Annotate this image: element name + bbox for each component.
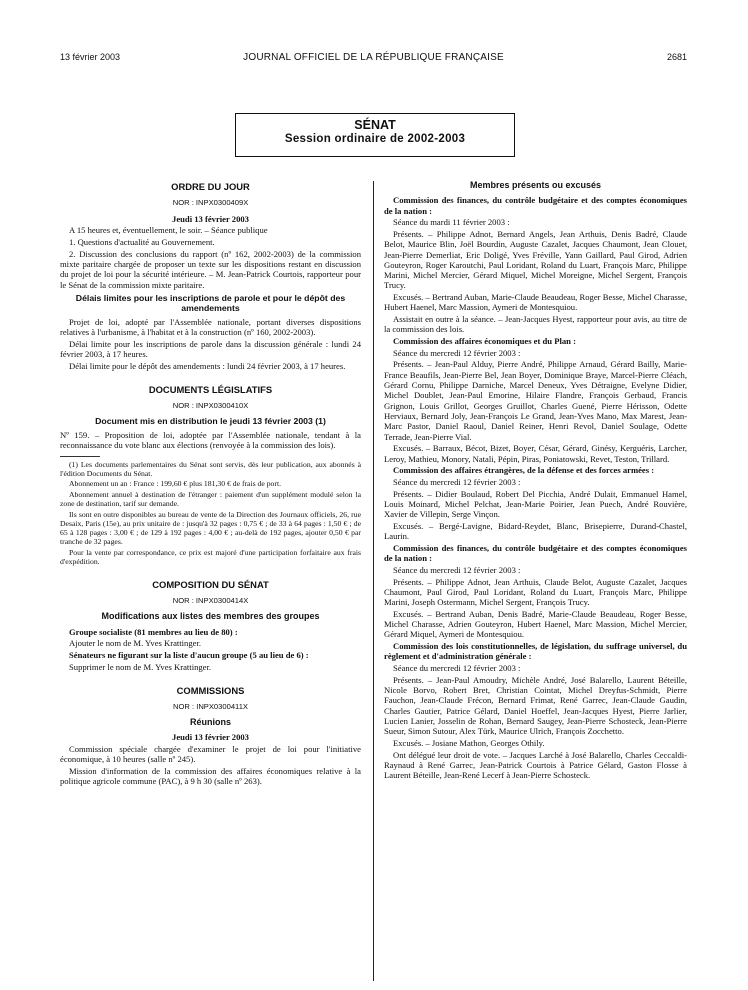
session-subtitle: Session ordinaire de 2002-2003 [284, 133, 466, 145]
composition-title: COMPOSITION DU SÉNAT [152, 578, 269, 590]
reunion-para: Commission spéciale chargée d'examiner le projet de loi pour l'initiative économique, à 10 heures (salle nº 245). [60, 744, 361, 765]
delais-para: Délai limite pour les inscriptions de parole dans la discussion générale : lundi 24 février 2003, à 17 heures. [60, 338, 361, 360]
right-column [384, 178, 687, 782]
member-line: Présents. – Philippe Adnot, Bernard Angels, Jean Arthuis, Denis Badré, Claude Belot, Maurice Blin, Joël Bourdin, Auguste Cazalet, Jacques Chaumont, Jean Clouet, Jean-Pierre Demerliat, Eric Doligé, Yves Fréville, Yann Gaillard, Paul Girod, Adrien Gouteyron, Roger Karoutchi, Paul Loridant, Roland du Luart, François Marc, Philippe Marini, Michel Mercier, Gérard Miquel, Michel Moreigne, Michel Sergent, François Trucy. [384, 228, 687, 291]
member-line: Excusés. – Barraux, Bécot, Bizet, Boyer, César, Gérard, Ginésy, Kerguéris, Larcher, Leroy, Mathieu, Monory, Natali, Pépin, Piras, Poniatowski, Revet, Teston, Trillard. [384, 443, 687, 464]
documents-title: DOCUMENTS LÉGISLATIFS [148, 383, 273, 395]
group-line: Ajouter le nom de M. Yves Krattinger. [69, 638, 201, 649]
commission-heading: Commission des finances, du contrôle budgétaire et des comptes économiques de la nation : [384, 542, 687, 564]
footnote: Ils sont en outre disponibles au bureau de vente de la Direction des Journaux officiels, 26, rue Desaix, Paris (15e), au prix unitaire de : jusqu'à 32 pages : 0,75 € ; de 33 à 64 pages : 1,50 € ; de 65 à 128 pages : 3,00 € ; de 129 à 192 pages : 4,00 € ; au-delà de 192 pages, ajouter 0,50 € par tranche de 32 pages. [60, 509, 361, 547]
delais-para: Délai limite pour le dépôt des amendements : lundi 24 février 2003, à 17 heures. [69, 360, 346, 371]
document-item: Nº 159. – Proposition de loi, adoptée par l'Assemblée nationale, tendant à la reconnaissance du vote blanc aux élections (renvoyée à la commission des lois). [60, 430, 361, 451]
group-line: Groupe socialiste (81 membres au lieu de 80) : [69, 626, 238, 637]
footnote: (1) Les documents parlementaires du Sénat sont servis, dès leur publication, aux abonnés à l'édition Documents du Sénat. [60, 459, 361, 478]
member-line: Excusés. – Bertrand Auban, Denis Badré, Marie-Claude Beaudeau, Roger Besse, Michel Charasse, Adrien Gouteyron, Hubert Haenel, Marc Massion, Michel Mercier, Gérard Miquel, Aymeri de Montesquiou. [384, 608, 687, 640]
left-column [60, 178, 361, 788]
delais-title: Délais limites pour les inscriptions de parole et pour le dépôt des amendements [75, 292, 346, 313]
ordre-seance: A 15 heures et, éventuellement, le soir. – Séance publique [69, 225, 268, 236]
seance-line: Séance du mercredi 12 février 2003 : [393, 564, 521, 575]
member-line: Excusés. – Josiane Mathon, Georges Othily. [393, 737, 545, 748]
commission-block [384, 336, 687, 464]
group-line: Supprimer le nom de M. Yves Krattinger. [69, 661, 212, 672]
seance-line: Séance du mercredi 12 février 2003 : [393, 476, 521, 487]
reunions-date: Jeudi 13 février 2003 [172, 732, 249, 743]
commission-block [384, 543, 687, 640]
group-line: Sénateurs ne figurant sur la liste d'aucun groupe (5 au lieu de 6) : [69, 650, 309, 661]
member-line: Présents. – Philippe Adnot, Jean Arthuis, Claude Belot, Auguste Cazalet, Jacques Chaumont, Paul Girod, Paul Loridant, Roland du Luart, François Marc, Philippe Marini, Joseph Ostermann, Michel Sergent, François Trucy. [384, 576, 687, 608]
seance-line: Séance du mercredi 12 février 2003 : [393, 347, 521, 358]
member-line: Assistait en outre à la séance. – Jean-Jacques Hyest, rapporteur pour avis, au titre de la commission des lois. [384, 314, 687, 335]
reunions-title: Réunions [189, 717, 231, 728]
documents-nor: NOR : INPX0300410X [172, 400, 249, 410]
member-line: Ont délégué leur droit de vote. – Jacques Larché à José Balarello, Charles Ceccaldi-Raynaud à René Garrec, Jean-Patrick Courtois à Patrice Gélard, Gaston Flosse à Laurent Béteille, Jean-René Lecerf à Jean-Pierre Schosteck. [384, 749, 687, 781]
commission-heading: Commission des affaires étrangères, de la défense et des forces armées : [393, 465, 655, 476]
ordre-item: 1. Questions d'actualité au Gouvernement. [69, 236, 215, 247]
delais-para: Projet de loi, adopté par l'Assemblée nationale, portant diverses dispositions relatives à l'urbanisme, à l'habitat et à la construction (nº 160, 2002-2003). [60, 316, 361, 338]
commission-block [384, 195, 687, 334]
composition-nor: NOR : INPX0300414X [172, 596, 249, 606]
ordre-du-jour-title: ORDRE DU JOUR [171, 181, 250, 192]
footnote: Abonnement un an : France : 199,60 € plus 181,30 € de frais de port. [69, 479, 282, 489]
page-number: 2681 [666, 52, 687, 62]
footnote: Abonnement annuel à destination de l'étranger : paiement d'un supplément modulé selon la zone de destination, tarif sur demande. [60, 490, 361, 509]
commissions-nor: NOR : INPX0300411X [173, 701, 248, 711]
header-date: 13 février 2003 [60, 52, 121, 62]
member-line: Présents. – Didier Boulaud, Robert Del Picchia, André Dulait, Emmanuel Hamel, Louis Moinard, Michel Pelchat, Jean-Marie Poirier, Jean Puech, André Rouvière, Xavier de Villepin, Serge Vinçon. [384, 488, 687, 520]
member-line: Excusés. – Bertrand Auban, Marie-Claude Beaudeau, Roger Besse, Michel Charasse, Hubert Haenel, Marc Massion, Aymeri de Montesquiou. [384, 292, 687, 313]
commission-block [384, 465, 687, 541]
note-separator [60, 456, 100, 457]
footnote: Pour la vente par correspondance, ce prix est majoré d'une participation forfaitaire aux frais d'expédition. [60, 548, 361, 567]
reunion-para: Mission d'information de la commission des affaires économiques relative à la politique agricole commune (PAC), à 9 h 30 (salle nº 263). [60, 766, 361, 787]
composition-subtitle: Modifications aux listes des membres des groupes [101, 611, 320, 622]
commissions-title: COMMISSIONS [176, 684, 245, 696]
senat-title: SÉNAT [354, 118, 396, 132]
ordre-date: Jeudi 13 février 2003 [172, 213, 249, 224]
member-line: Présents. – Jean-Paul Alduy, Pierre André, Philippe Arnaud, Gérard Bailly, Marie-France Beaufils, Jean-Pierre Bel, Jean Boyer, Dominique Braye, Marcel-Pierre Cléach, Gérard Cornu, Philippe Darniche, Marcel Deneux, Yves Détraigne, Evelyne Didier, Michel Doublet, Jean-Paul Emorine, Hilaire Flandre, François Gerbaud, Francis Grignon, Louis Grillot, Georges Gruillot, Charles Guené, Pierre Hérisson, Odette Herviaux, Bernard Joly, Jean-François Le Grand, Jean-Yves Mano, Max Marest, Jean-Marc Pastor, Daniel Raoul, Daniel Reiner, Henri Revol, Daniel Soulage, Odette Terrade, Jean-Pierre Vial. [384, 359, 687, 442]
ordre-nor: NOR : INPX0300409X [172, 198, 249, 208]
member-line: Présents. – Jean-Paul Amoudry, Michèle André, José Balarello, Laurent Béteille, Nicole Borvo, Robert Bret, Christian Cointat, Michel Dreyfus-Schmidt, Pierre Fauchon, Jean-Claude Frécon, Bernard Frimat, René Garrec, Jean-Claude Gaudin, Charles Gautier, Patrice Gélard, Daniel Hoeffel, Jean-Jacques Hyest, Pierre Jarlier, Lucien Lanier, Josselin de Rohan, Bernard Saugey, Jean-Pierre Schosteck, Jean-Pierre Sueur, Simon Sutour, Alex Türk, Maurice Ulrich, François Zocchetto. [384, 674, 687, 737]
commission-heading: Commission des finances, du contrôle budgétaire et des comptes économiques de la nation : [384, 195, 687, 216]
commission-heading: Commission des lois constitutionnelles, de législation, du suffrage universel, du règlement et d'administration générale : [384, 641, 687, 662]
ordre-item: 2. Discussion des conclusions du rapport (nº 162, 2002-2003) de la commission mixte paritaire chargée de proposer un texte sur les dispositions restant en discussion du projet de loi pour la sécurité intérieure. – M. Jean-Patrick Courtois, rapporteur pour le Sénat de la commission mixte paritaire. [60, 248, 361, 290]
seance-line: Séance du mardi 11 février 2003 : [393, 217, 510, 228]
member-line: Excusés. – Bergé-Lavigne, Bidard-Reydet, Blanc, Brisepierre, Durand-Chastel, Laurin. [384, 520, 687, 542]
column-divider [373, 181, 374, 981]
journal-title: JOURNAL OFFICIEL DE LA RÉPUBLIQUE FRANÇAISE [243, 52, 504, 63]
membres-title: Membres présents ou excusés [469, 180, 602, 190]
page-header [60, 52, 687, 66]
commission-heading: Commission des affaires économiques et du Plan : [393, 336, 576, 347]
commission-block [384, 641, 687, 780]
senat-title-box [235, 113, 515, 157]
seance-line: Séance du mercredi 12 février 2003 : [393, 663, 521, 674]
documents-subtitle: Document mis en distribution le jeudi 13 février 2003 (1) [95, 416, 326, 427]
